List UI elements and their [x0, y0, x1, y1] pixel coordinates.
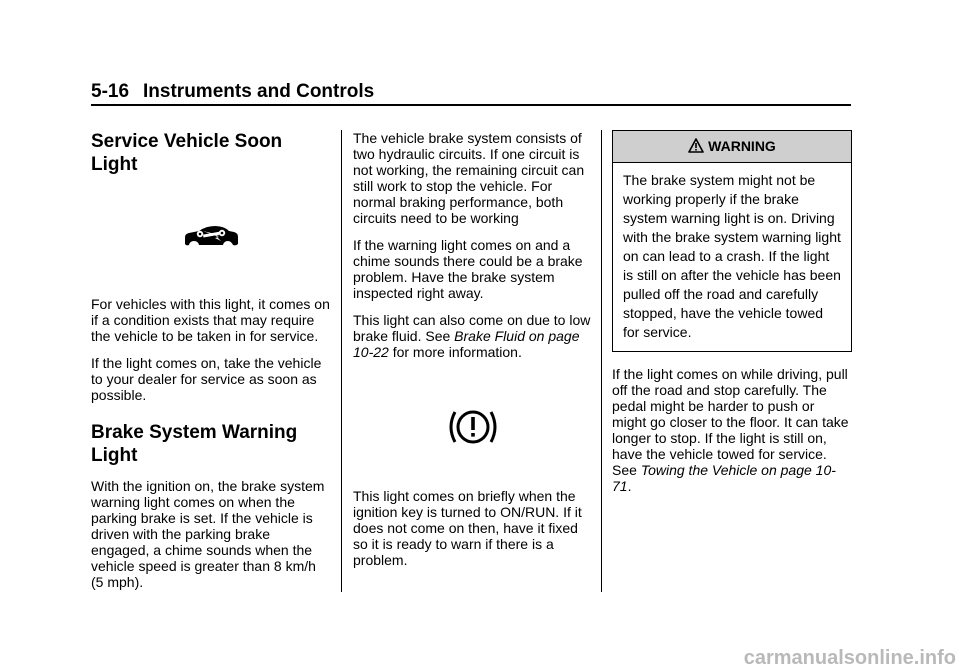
- caution-triangle-icon: [688, 138, 704, 154]
- paragraph: If the light comes on, take the vehicle to your dealer for service as soon as possible.: [91, 355, 322, 403]
- header-rule: [91, 104, 851, 106]
- warning-label: WARNING: [708, 138, 776, 154]
- column-3: [612, 130, 852, 505]
- paragraph: With the ignition on, the brake system warning light comes on when the parking brake is set. If the vehicle is driven with the parking brake engaged, a chime sounds when the vehicle speed is greater than 8 km/h (5 mph).: [91, 478, 325, 590]
- warning-text: The brake system might not be working properly if the brake system warning light is on. Driving with the brake system warning light on can lead to a crash. If the light is still on after the vehicle has been pulled off the road and carefully stopped, have the vehicle towed for service.: [623, 172, 841, 340]
- column-2: [353, 130, 593, 579]
- paragraph: This light comes on briefly when the ignition key is turned to ON/RUN. If it does not come on then, have it fixed so it is ready to warn if there is a problem.: [353, 488, 582, 568]
- paragraph: The vehicle brake system consists of two hydraulic circuits. If one circuit is not working, the remaining circuit can still work to stop the vehicle. For normal braking performance, both circuits need to be working: [353, 130, 585, 226]
- paragraph: For vehicles with this light, it comes on if a condition exists that may require the vehicle to be taken in for service.: [91, 296, 330, 344]
- paragraph: If the light comes on while driving, pull off the road and stop carefully. The pedal might be harder to push or might go closer to the floor. It can take longer to stop. If the light is still on, have the vehicle towed for service. See Towing the Vehicle on page 10-71.: [612, 366, 849, 494]
- page-number: 5-16: [91, 81, 130, 102]
- section-title: Instruments and Controls: [143, 81, 375, 102]
- cross-reference-link[interactable]: Towing the Vehicle on page 10-71: [612, 462, 836, 494]
- warning-header: [613, 131, 851, 163]
- brake-warning-icon: [353, 404, 593, 450]
- cross-reference-link[interactable]: Brake Fluid on page 10-22: [353, 328, 580, 360]
- paragraph: If the warning light comes on and a chime sounds there could be a brake problem. Have the brake system inspected right away.: [353, 237, 583, 301]
- service-vehicle-icon: [91, 224, 331, 250]
- watermark: carmanualsonline.info: [743, 647, 956, 669]
- column-1: [91, 130, 331, 601]
- warning-box: [612, 130, 852, 352]
- section-heading-service-vehicle: Service Vehicle Soon Light: [91, 131, 283, 175]
- column-divider-1: [341, 130, 342, 592]
- paragraph: This light can also come on due to low brake fluid. See Brake Fluid on page 10-22 for more information.: [353, 312, 591, 360]
- section-heading-brake-system: Brake System Warning Light: [91, 422, 298, 466]
- column-divider-2: [601, 130, 602, 592]
- page-header: [91, 81, 851, 103]
